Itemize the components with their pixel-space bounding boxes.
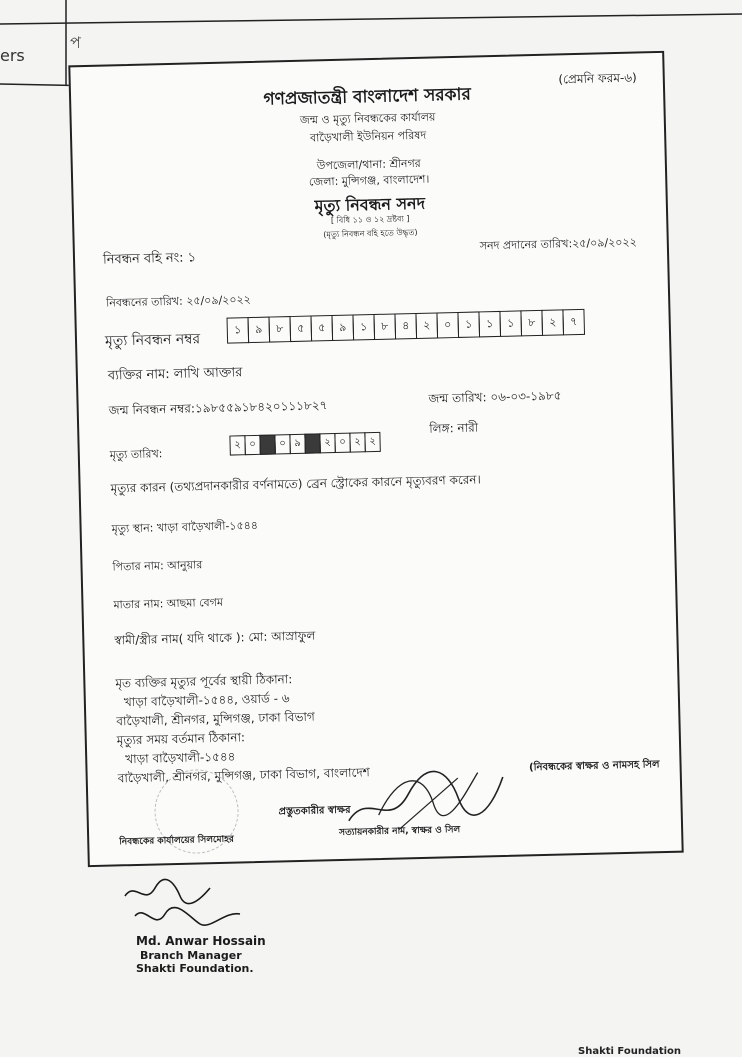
death-date-boxes bbox=[229, 432, 379, 456]
manager-name: Md. Anwar Hossain bbox=[136, 934, 266, 948]
permanent-address-line-1: খাড়া বাড়ৈখালী-১৫৪৪, ওয়ার্ড - ৬ bbox=[123, 691, 290, 710]
manager-signature bbox=[120, 876, 250, 938]
death-date-digit: ২ bbox=[229, 435, 245, 455]
preparer-signature-label: প্রস্তুতকারীর স্বাক্ষর bbox=[278, 804, 351, 818]
birth-registration-number: জন্ম নিবন্ধন নম্বর:১৯৮৫৫৯১৮৪২০১১১৮২৭ bbox=[108, 398, 328, 418]
father-name: পিতার নাম: আনুয়ার bbox=[112, 558, 203, 574]
cause-of-death: মৃত্যুর কারন (তথ্যপ্রদানকারীর বর্ণনামতে) ব্রেন স্ট্রোকের কারনে মৃত্যুবরণ করেন। bbox=[110, 472, 481, 496]
scrap-text: ers bbox=[0, 46, 25, 65]
reg-digit: ৯ bbox=[331, 315, 354, 342]
reg-digit: ১ bbox=[499, 310, 522, 337]
extract-note: (মৃত্যু নিবন্ধন বহি হতে উদ্ধৃত) bbox=[323, 227, 418, 240]
death-date-digit: ০ bbox=[274, 434, 290, 454]
reg-digit: ২ bbox=[415, 312, 438, 339]
gender: লিঙ্গ: নারী bbox=[429, 420, 479, 436]
reg-digit: ৭ bbox=[562, 309, 585, 336]
rule-reference: [ বিধি ১১ ও ১২ দ্রষ্টব্য ] bbox=[330, 214, 410, 226]
upazila-line: উপজেলা/থানা: শ্রীনগর bbox=[316, 156, 421, 173]
registration-date: নিবন্ধনের তারিখ: ২৫/০৯/২০২২ bbox=[105, 293, 251, 310]
reg-digit: ৮ bbox=[373, 313, 396, 340]
reg-digit: ৯ bbox=[247, 317, 270, 344]
union-title: বাড়ৈখালী ইউনিয়ন পরিষদ bbox=[309, 128, 427, 145]
issue-date: সনদ প্রদানের তারিখ:২৫/০৯/২০২২ bbox=[479, 235, 637, 253]
scrap-glyph: প bbox=[70, 33, 81, 52]
spouse-name: স্বামী/স্ত্রীর নাম( যদি থাকে ): মো: আস্রাফুল bbox=[114, 628, 316, 648]
government-title: গণপ্রজাতন্ত্রী বাংলাদেশ সরকার bbox=[263, 84, 472, 110]
death-date-separator bbox=[259, 434, 275, 454]
manager-title: Branch Manager bbox=[140, 949, 242, 962]
death-date-digit: ০ bbox=[244, 435, 260, 455]
form-tag: (প্রেমনি ফরম-৬) bbox=[558, 70, 637, 87]
current-address-line-1: খাড়া বাড়ৈখালী-১৫৪৪ bbox=[125, 749, 236, 767]
registration-number-boxes bbox=[227, 309, 585, 344]
reg-digit: ১ bbox=[227, 317, 250, 344]
mother-name: মাতার নাম: আছমা বেগম bbox=[113, 595, 224, 612]
reg-digit: ৮ bbox=[268, 316, 291, 343]
verifier-label: সত্যায়নকারীর নাম, স্বাক্ষর ও সিল bbox=[339, 825, 461, 839]
reg-digit: ৮ bbox=[520, 310, 543, 337]
current-address-line-2: বাড়ৈখালী, শ্রীনগর, মুন্সিগঞ্জ, ঢাকা বিভাগ, বাংলাদেশ bbox=[117, 765, 370, 786]
death-date-digit: ০ bbox=[334, 433, 350, 453]
manager-organization: Shakti Foundation. bbox=[136, 962, 254, 975]
reg-digit: ০ bbox=[436, 312, 459, 339]
office-title: জন্ম ও মৃত্যু নিবন্ধকের কার্যালয় bbox=[299, 110, 436, 127]
reg-digit: ১ bbox=[457, 311, 480, 338]
death-date-separator bbox=[304, 433, 320, 453]
reg-digit: ১ bbox=[352, 314, 375, 341]
permanent-address-line-2: বাড়ৈখালী, শ্রীনগর, মুন্সিগঞ্জ, ঢাকা বিভাগ bbox=[116, 709, 315, 729]
reg-digit: ২ bbox=[541, 309, 564, 336]
reg-digit: ১ bbox=[478, 311, 501, 338]
reg-digit: ৪ bbox=[394, 313, 417, 340]
death-certificate bbox=[68, 51, 683, 867]
office-seal-label: নিবন্ধকের কার্যালয়ের সিলমোহর bbox=[119, 834, 235, 848]
permanent-address-label: মৃত ব্যক্তির মৃত্যুর পূর্বের স্থায়ী ঠিকানা: bbox=[115, 672, 293, 691]
current-address-label: মৃত্যুর সময় বর্তমান ঠিকানা: bbox=[116, 730, 246, 748]
death-date-digit: ২ bbox=[319, 433, 335, 453]
place-of-death: মৃত্যু স্থান: খাড়া বাড়ৈখালী-১৫৪৪ bbox=[111, 518, 259, 536]
registrar-signature-label: (নিবন্ধকের স্বাক্ষর ও নামসহ সিল bbox=[528, 759, 660, 774]
death-date-digit: ২ bbox=[349, 432, 365, 452]
book-number: নিবন্ধন বহি নং: ১ bbox=[102, 250, 197, 268]
reg-digit: ৫ bbox=[310, 315, 333, 342]
certificate-title: মৃত্যু নিবন্ধন সনদ bbox=[314, 193, 426, 216]
death-date-label: মৃত্যু তারিখ: bbox=[109, 447, 163, 462]
person-name: ব্যক্তির নাম: লাখি আক্তার bbox=[107, 365, 243, 384]
reg-digit: ৫ bbox=[289, 316, 312, 343]
death-date-digit: ২ bbox=[364, 432, 380, 452]
registration-number-label: মৃত্যু নিবন্ধন নম্বর bbox=[104, 331, 201, 350]
death-date-digit: ৯ bbox=[289, 434, 305, 454]
footer-stamp-cut: Shakti Foundation bbox=[578, 1046, 682, 1057]
birth-date: জন্ম তারিখ: ০৬-০৩-১৯৮৫ bbox=[428, 388, 562, 406]
district-line: জেলা: মুন্সিগঞ্জ, বাংলাদেশ। bbox=[308, 172, 430, 189]
